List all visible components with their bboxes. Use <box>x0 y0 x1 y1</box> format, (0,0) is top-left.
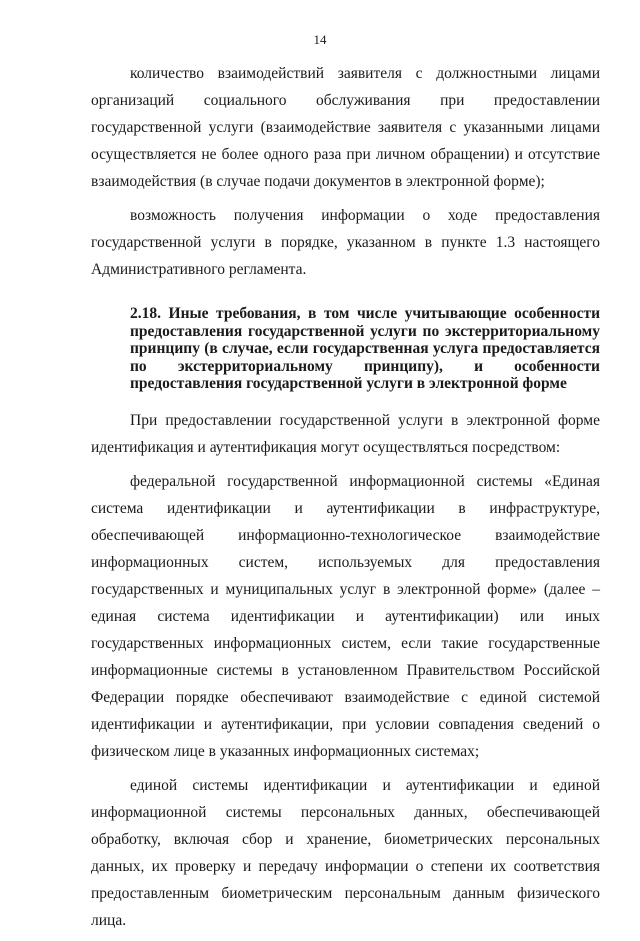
page-number: 14 <box>313 32 327 47</box>
paragraph-esia: федеральной государственной информационной системы «Единая система идентификации и аутентификации в инфраструктуре, обеспечивающей информационно-технологическое взаимодействие информационных систем, используемых для предоставления государственных и муниципальных услуг в электронной форме» (далее – единая система идентификации и аутентификации) или иных государственных информационных систем, если такие государственные информационные системы в установленном Правительством Российской Федерации порядке обеспечивают взаимодействие с единой системой идентификации и аутентификации, при условии совпадения сведений о физическом лице в указанных информационных системах; <box>91 472 600 760</box>
paragraph-biometric-system: единой системы идентификации и аутентификации и единой информационной системы персональных данных, обеспечивающей обработку, включая сбор и хранение, биометрических персональных данных, их проверку и передачу информации о степени их соответствия предоставленным биометрическим персональным данным физического лица. <box>91 776 600 929</box>
paragraph-identification-intro: При предоставлении государственной услуги в электронной форме идентификация и аутентификация могут осуществляться посредством: <box>91 411 600 456</box>
paragraph-info-availability: возможность получения информации о ходе предоставления государственной услуги в порядке, указанном в пункте 1.3 настоящего Административного регламента. <box>91 207 600 278</box>
paragraph-interactions-count: количество взаимодействий заявителя с должностными лицами организаций социального обслуживания при предоставлении государственной услуги (взаимодействие заявителя с указанными лицами осуществляется не более одного раза при личном обращении) и отсутствие взаимодействия (в случае подачи документов в электронной форме); <box>91 65 600 190</box>
document-body <box>91 60 600 941</box>
section-heading: 2.18. Иные требования, в том числе учитывающие особенности предоставления государственной услуги по экстерриториальному принципу (в случае, если государственная услуга предоставляется по экстерриториальному принципу), и особенности предоставления государственной услуги в электронной форме <box>130 305 600 392</box>
